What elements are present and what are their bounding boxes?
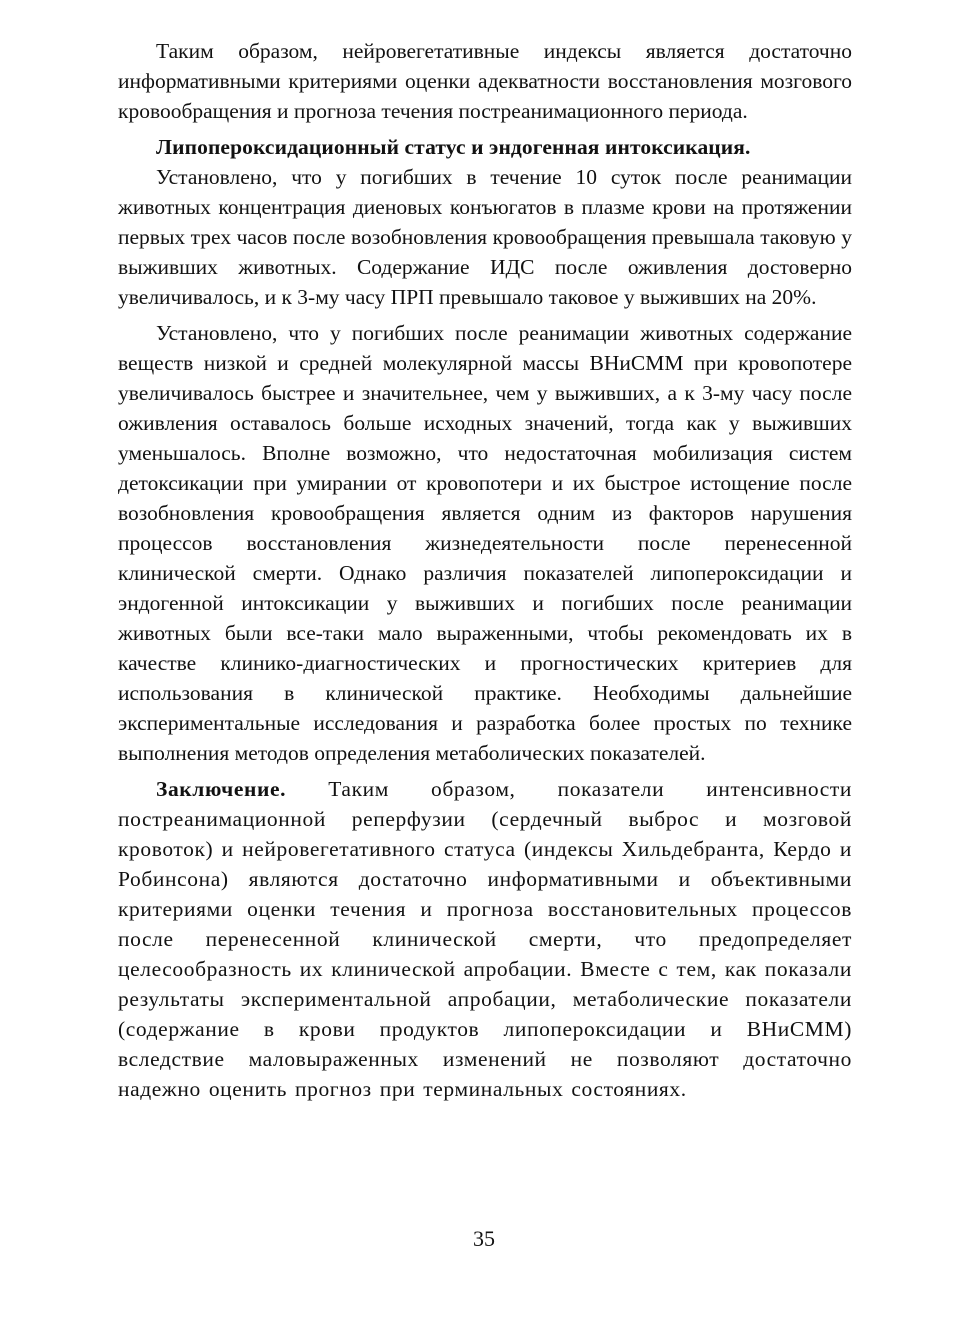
page-number: 35 (473, 1226, 495, 1251)
paragraph-conclusion-indices: Таким образом, нейровегетативные индексы является достаточно информативными критериями оценки адекватности восстановления мозгового кровообращения и прогноза течения постреанимационного периода. (118, 39, 852, 123)
summary-lead-label: Заключение. (156, 777, 287, 801)
section-heading-lipoperoxidation: Липопероксидационный статус и эндогенная интоксикация. (156, 135, 751, 159)
summary-body-text: Таким образом, показатели интенсивности постреанимационной реперфузии (сердечный выброс и мозговой кровоток) и нейровегетативного статуса (индексы Хильдебранта, Кердо и Робинсона) являются достаточно информативными и объективными критериями оценки течения и прогноза восстановительных процессов после перенесенной клинической смерти, что предопределяет целесообразность их клинической апробации. Вместе с тем, как показали результаты экспериментальной апробации, метаболические показатели (содержание в крови продуктов липопероксидации и ВНиСММ) вследствие маловыраженных изменений не позволяют достаточно надежно оценить прогноз при терминальных состояниях. (118, 777, 852, 1101)
paragraph-summary (118, 774, 852, 1104)
paragraph-molecular-mass: Установлено, что у погибших после реанимации животных содержание веществ низкой и средней молекулярной массы ВНиСММ при кровопотере увеличивалось быстрее и значительнее, чем у выживших, а к 3-му часу после оживления оставалось больше исходных значений, тогда как у выживших уменьшалось. Вполне возможно, что недостаточная мобилизация систем детоксикации при умирании от кровопотери и их быстрое истощение после возобновления кровообращения является одним из факторов нарушения процессов восстановления жизнедеятельности после перенесенной клинической смерти. Однако различия показателей липопероксидации и эндогенной интоксикации у выживших и погибших после реанимации животных были все-таки мало выраженными, чтобы рекомендовать их в качестве клинико-диагностических и прогностических критериев для использования в клинической практике. Необходимы дальнейшие экспериментальные исследования и разработка более простых по технике выполнения методов определения метаболических показателей. (118, 321, 852, 765)
paragraph-diene-conjugates: Установлено, что у погибших в течение 10 суток после реанимации животных концентрация диеновых конъюгатов в плазме крови на протяжении первых трех часов после возобновления кровообращения превышала таковую у выживших животных. Содержание ИДС после оживления достоверно увеличивалось, и к 3-му часу ПРП превышало таковое у выживших на 20%. (118, 165, 852, 309)
document-page (118, 36, 852, 1104)
